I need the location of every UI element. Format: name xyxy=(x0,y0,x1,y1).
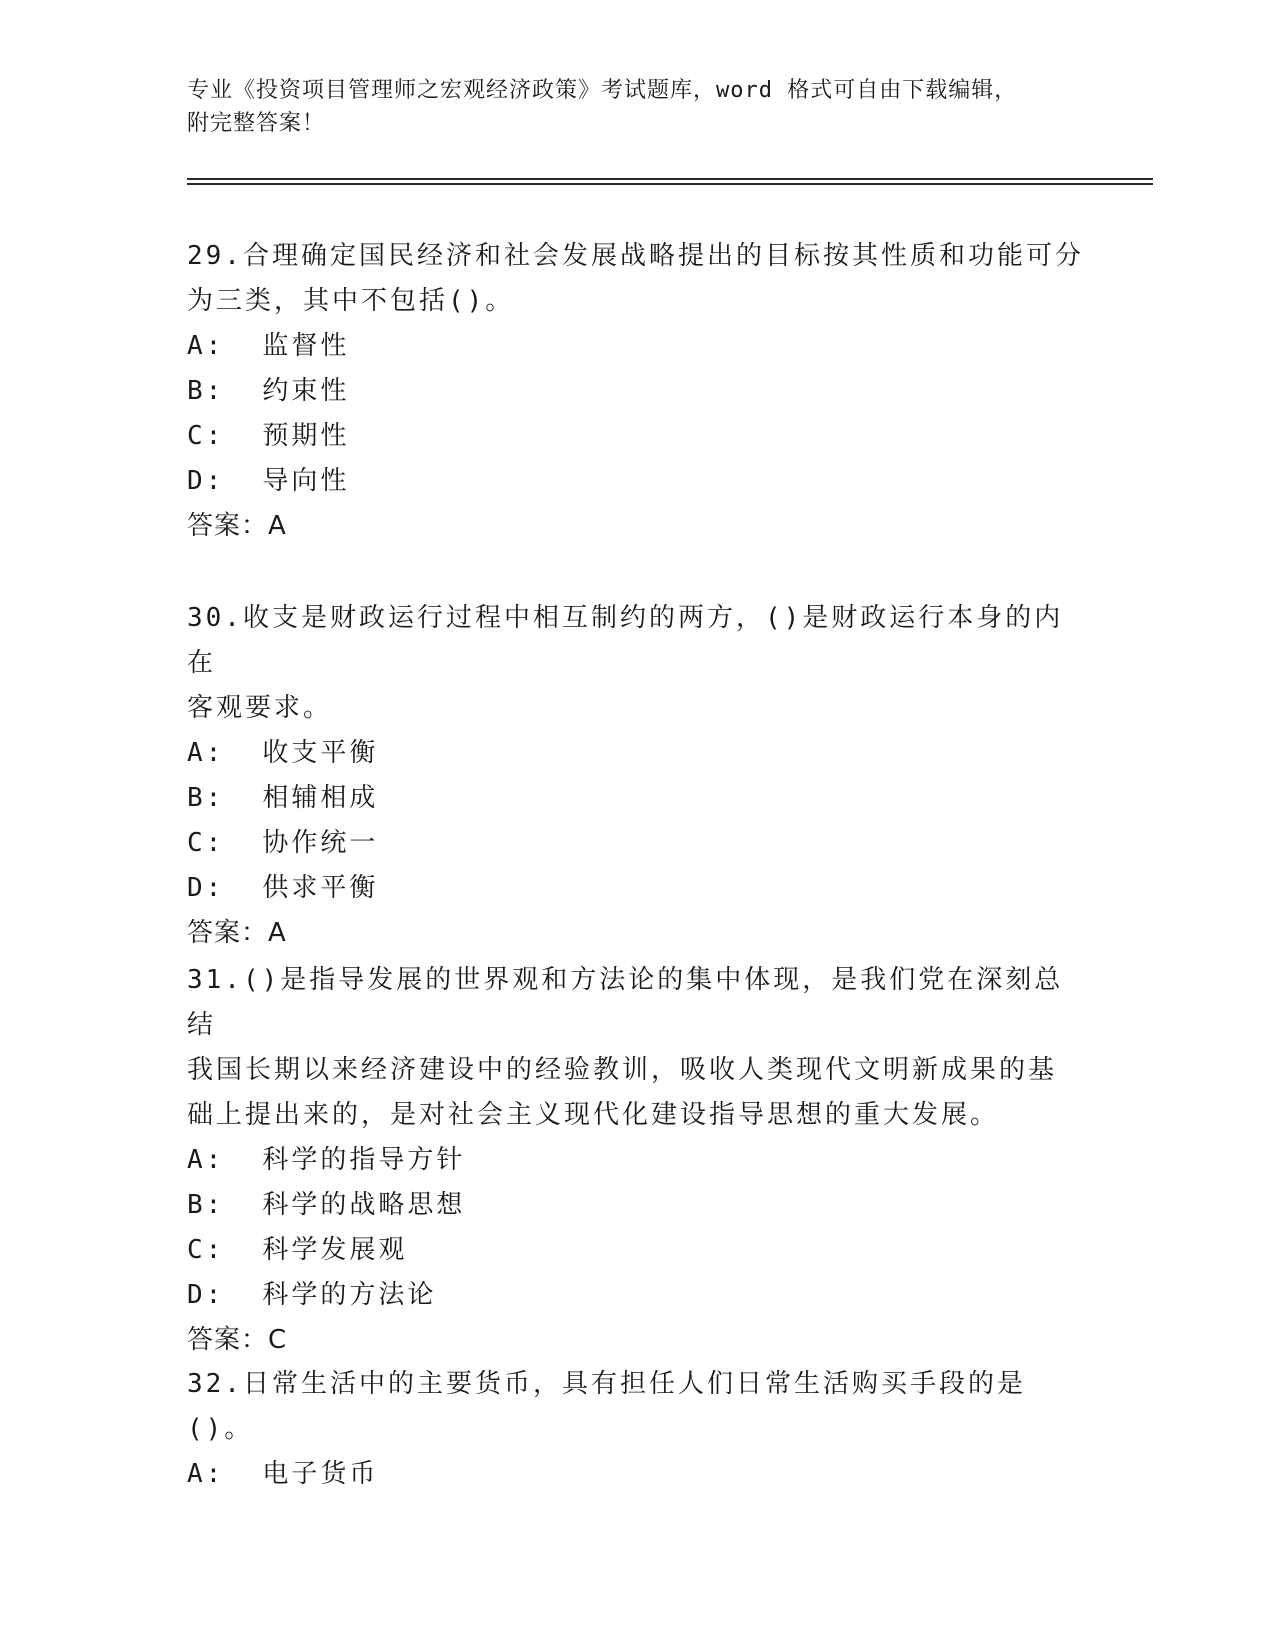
question-stem-line: 客观要求。 xyxy=(187,693,333,723)
option-d xyxy=(187,1273,1087,1318)
option-key: C: xyxy=(187,421,225,451)
question-block xyxy=(187,596,1087,956)
option-a xyxy=(187,1452,1087,1497)
option-a xyxy=(187,1138,1087,1183)
option-b xyxy=(187,776,1087,821)
option-key: D: xyxy=(187,873,225,903)
option-text: 导向性 xyxy=(262,466,350,496)
option-key: C: xyxy=(187,828,225,858)
document-header xyxy=(187,74,1067,140)
answer-line: 答案：C xyxy=(187,1325,288,1355)
option-c xyxy=(187,821,1087,866)
option-key: A: xyxy=(187,1145,225,1175)
question-stem-line: 为三类，其中不包括()。 xyxy=(187,286,515,316)
option-key: A: xyxy=(187,1459,225,1489)
option-text: 供求平衡 xyxy=(262,873,379,903)
question-block xyxy=(187,1362,1087,1497)
option-key: A: xyxy=(187,738,225,768)
option-text: 电子货币 xyxy=(262,1459,379,1489)
question-block xyxy=(187,958,1087,1363)
option-b xyxy=(187,369,1087,414)
option-d xyxy=(187,866,1087,911)
option-text: 科学发展观 xyxy=(262,1235,408,1265)
option-d xyxy=(187,459,1087,504)
option-key: B: xyxy=(187,376,225,406)
header-line: 附完整答案！ xyxy=(187,111,326,136)
option-text: 预期性 xyxy=(262,421,350,451)
option-key: B: xyxy=(187,1190,225,1220)
header-line: 专业《投资项目管理师之宏观经济政策》考试题库，word 格式可自由下载编辑， xyxy=(187,78,1018,103)
option-text: 收支平衡 xyxy=(262,738,379,768)
option-b xyxy=(187,1183,1087,1228)
option-key: D: xyxy=(187,466,225,496)
question-stem-line: 29.合理确定国民经济和社会发展战略提出的目标按其性质和功能可分 xyxy=(187,241,1084,271)
option-text: 相辅相成 xyxy=(262,783,379,813)
option-a xyxy=(187,324,1087,369)
option-text: 科学的方法论 xyxy=(262,1280,437,1310)
option-c xyxy=(187,1228,1087,1273)
option-key: A: xyxy=(187,331,225,361)
question-stem-line: 30.收支是财政运行过程中相互制约的两方，()是财政运行本身的内在 xyxy=(187,603,1064,678)
question-stem-line: 我国长期以来经济建设中的经验教训，吸收人类现代文明新成果的基 xyxy=(187,1055,1058,1085)
option-text: 科学的指导方针 xyxy=(262,1145,466,1175)
option-key: B: xyxy=(187,783,225,813)
question-stem-line: 础上提出来的，是对社会主义现代化建设指导思想的重大发展。 xyxy=(187,1100,1000,1130)
question-stem-line: 32.日常生活中的主要货币，具有担任人们日常生活购买手段的是()。 xyxy=(187,1369,1026,1444)
option-key: D: xyxy=(187,1280,225,1310)
option-key: C: xyxy=(187,1235,225,1265)
answer-line: 答案：A xyxy=(187,511,287,541)
answer-line: 答案：A xyxy=(187,918,287,948)
question-stem-line: 31.()是指导发展的世界观和方法论的集中体现，是我们党在深刻总结 xyxy=(187,965,1064,1040)
option-text: 协作统一 xyxy=(262,828,379,858)
option-a xyxy=(187,731,1087,776)
option-c xyxy=(187,414,1087,459)
option-text: 科学的战略思想 xyxy=(262,1190,466,1220)
question-block xyxy=(187,234,1087,549)
header-divider xyxy=(187,178,1153,180)
option-text: 监督性 xyxy=(262,331,350,361)
option-text: 约束性 xyxy=(262,376,350,406)
header-divider xyxy=(187,183,1153,185)
